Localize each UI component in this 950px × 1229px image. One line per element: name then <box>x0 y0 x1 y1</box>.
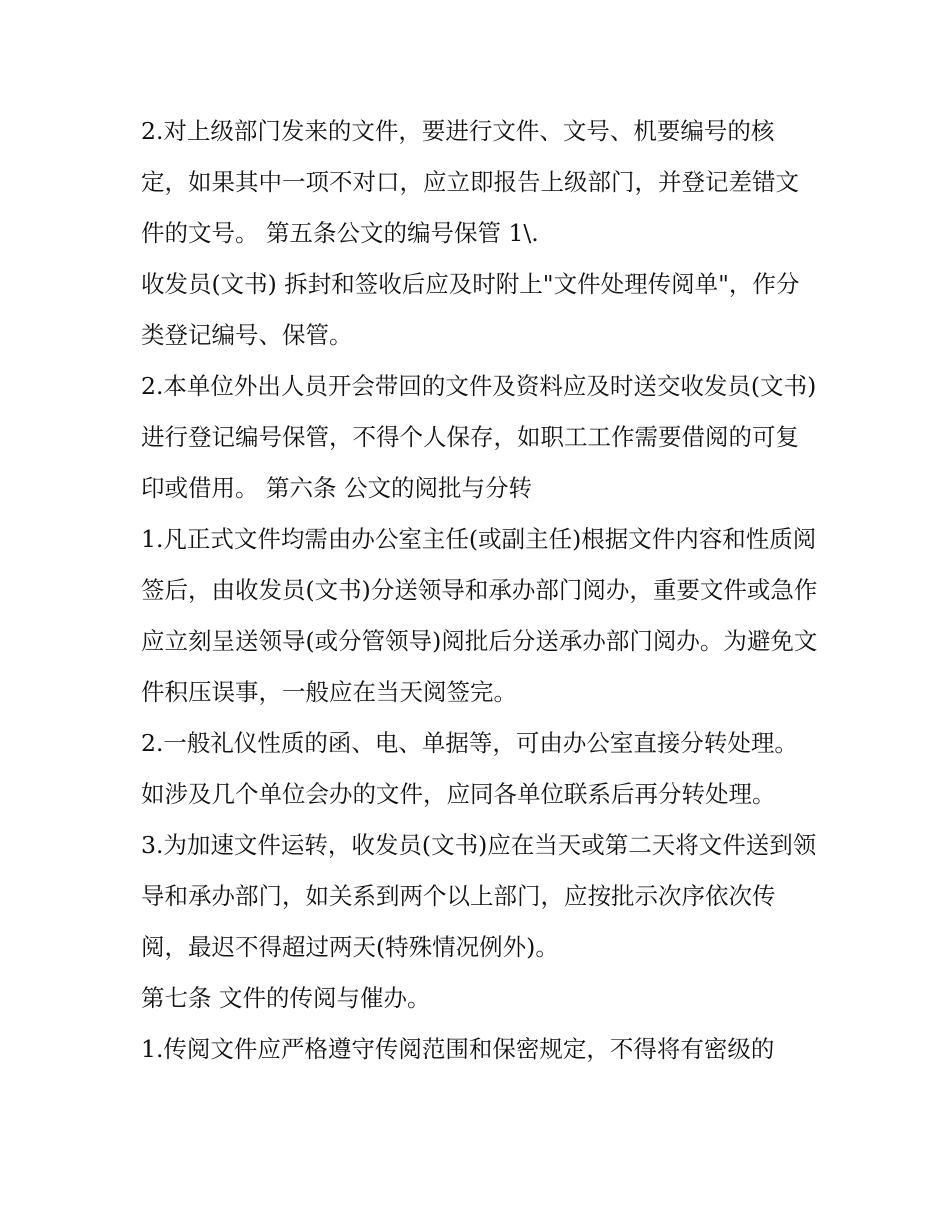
paragraph-sign-and-register: 收发员(文书) 拆封和签收后应及时附上"文件处理传阅单"，作分类登记编号、保管。 <box>141 270 800 349</box>
paragraph-formal-document-review: 1.凡正式文件均需由办公室主任(或副主任)根据文件内容和性质阅签后，由收发员(文书)分送领导和承办部门阅办，重要文件或急作应立刻呈送领导(或分管领导)阅批后分送承办部门阅办。为避免文件积压误事，一般应在当天阅签完。 <box>141 525 818 706</box>
paragraph-speed-circulation: 3.为加速文件运转，收发员(文书)应在当天或第二天将文件送到领导和承办部门，如关系到两个以上部门，应按批示次序依次传阅，最迟不得超过两天(特殊情况例外)。 <box>141 831 817 961</box>
paragraph-circulation-scope: 1.传阅文件应严格遵守传阅范围和保密规定，不得将有密级的 <box>141 1035 775 1063</box>
paragraph-verify-documents: 2.对上级部门发来的文件，要进行文件、文号、机要编号的核定，如果其中一项不对口，应立即报告上级部门，并登记差错文件的文号。 第五条公文的编号保管 1\. <box>141 117 799 247</box>
document-body <box>141 106 821 1075</box>
paragraph-meeting-documents: 2.本单位外出人员开会带回的文件及资料应及时送交收发员(文书)进行登记编号保管，不得个人保存，如职工工作需要借阅的可复印或借用。 第六条 公文的阅批与分转 <box>141 372 817 502</box>
paragraph-ceremonial-documents: 2.一般礼仪性质的函、电、单据等，可由办公室直接分转处理。如涉及几个单位会办的文件，应同各单位联系后再分转处理。 <box>141 729 798 808</box>
section-heading-article-seven: 第七条 文件的传阅与催办。 <box>141 984 431 1012</box>
